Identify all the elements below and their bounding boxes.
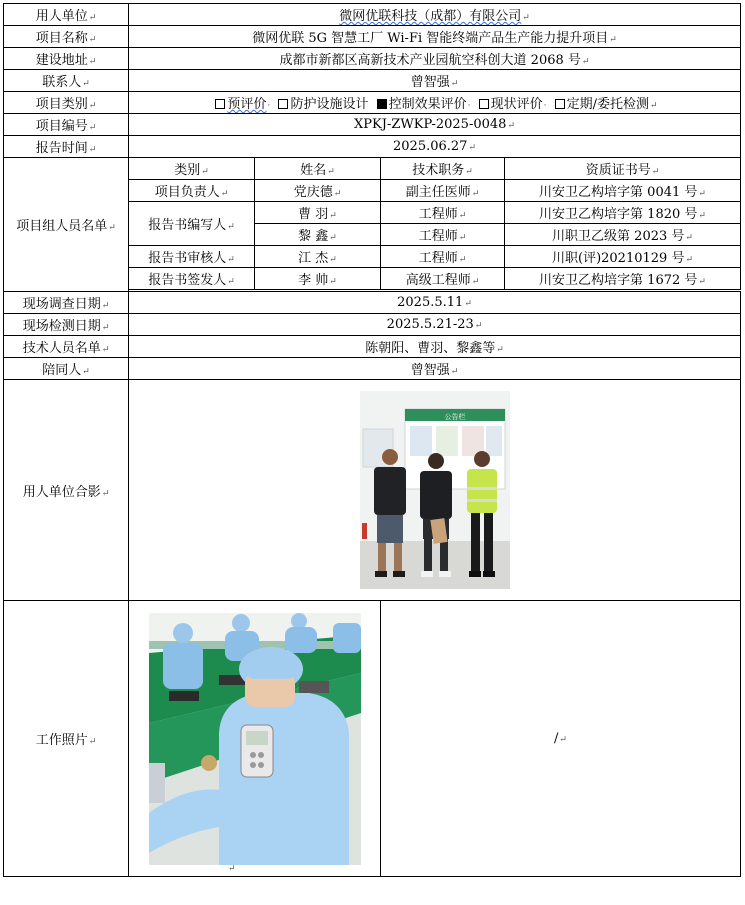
technicians-value: 陈朝阳、曹羽、黎鑫等↵: [129, 336, 741, 358]
member-name: 黎 鑫↵: [255, 224, 381, 246]
contact-value: 曾智强↵: [129, 70, 741, 92]
team-header-name: 姓名↵: [255, 158, 381, 180]
member-title: 工程师↵: [381, 246, 505, 268]
work-photo-empty-cell: /↵: [381, 601, 741, 877]
member-name: 江 杰↵: [255, 246, 381, 268]
test-date-value: 2025.5.21-23↵: [129, 314, 741, 336]
work-photo-image: [149, 613, 361, 865]
employer-value: 微网优联科技（成都）有限公司↵: [129, 4, 741, 26]
team-header-role: 类别↵: [129, 158, 255, 180]
checkbox-checked-icon: [377, 99, 387, 109]
member-role: 报告书编写人↵: [129, 202, 255, 246]
checkbox-icon: [555, 99, 565, 109]
address-value: 成都市新都区高新技术产业园航空科创大道 2068 号↵: [129, 48, 741, 70]
checkbox-icon: [479, 99, 489, 109]
group-photo-label: 用人单位合影↵: [4, 380, 129, 601]
member-name: 李 帅↵: [255, 268, 381, 290]
group-photo-image: [360, 391, 510, 589]
work-photo: [149, 613, 361, 865]
escort-value: 曾智强↵: [129, 358, 741, 380]
category-options: [129, 92, 741, 114]
work-photo-label: 工作照片↵: [4, 601, 129, 877]
category-option-pre: 预评价·: [211, 97, 270, 112]
member-cert: 川安卫乙构培字第 1820 号↵: [505, 202, 741, 224]
technicians-label: 技术人员名单↵: [4, 336, 129, 358]
category-label: 项目类别↵: [4, 92, 129, 114]
svg-text:公告栏: 公告栏: [444, 413, 465, 421]
member-cert: 川安卫乙构培字第 0041 号↵: [505, 180, 741, 202]
report-time-value: 2025.06.27↵: [129, 136, 741, 158]
report-time-label: 报告时间↵: [4, 136, 129, 158]
checkbox-icon: [278, 99, 288, 109]
member-cert: 川职卫乙级第 2023 号↵: [505, 224, 741, 246]
team-label: 项目组人员名单↵: [4, 158, 129, 292]
member-role: 报告书审核人↵: [129, 246, 255, 268]
member-name: 党庆德↵: [255, 180, 381, 202]
member-title: 副主任医师↵: [381, 180, 505, 202]
member-cert: 川安卫乙构培字第 1672 号↵: [505, 268, 741, 290]
work-photo-cell: ↵: [129, 601, 381, 877]
member-role: 报告书签发人↵: [129, 268, 255, 290]
category-option-design: 防护设施设计: [274, 97, 368, 112]
team-header-cert: 资质证书号↵: [505, 158, 741, 180]
category-option-periodic: 定期/委托检测↵: [551, 97, 658, 112]
survey-date-label: 现场调查日期↵: [4, 292, 129, 314]
group-photo: [360, 391, 510, 589]
category-option-control: 控制效果评价·: [373, 97, 471, 112]
team-header-title: 技术职务↵: [381, 158, 505, 180]
survey-date-value: 2025.5.11↵: [129, 292, 741, 314]
project-name-label: 项目名称↵: [4, 26, 129, 48]
project-name-value: 微网优联 5G 智慧工厂 Wi-Fi 智能终端产品生产能力提升项目↵: [129, 26, 741, 48]
member-cert: 川职(评)20210129 号↵: [505, 246, 741, 268]
member-title: 工程师↵: [381, 202, 505, 224]
member-name: 曹 羽↵: [255, 202, 381, 224]
test-date-label: 现场检测日期↵: [4, 314, 129, 336]
category-option-status: 现状评价·: [475, 97, 547, 112]
checkbox-icon: [215, 99, 225, 109]
contact-label: 联系人↵: [4, 70, 129, 92]
group-photo-cell: [129, 380, 741, 601]
escort-label: 陪同人↵: [4, 358, 129, 380]
report-cover-table: [3, 3, 740, 877]
member-title: 高级工程师↵: [381, 268, 505, 290]
address-label: 建设地址↵: [4, 48, 129, 70]
employer-label: 用人单位↵: [4, 4, 129, 26]
member-title: 工程师↵: [381, 224, 505, 246]
project-no-value: XPKJ-ZWKP-2025-0048↵: [129, 114, 741, 136]
project-no-label: 项目编号↵: [4, 114, 129, 136]
member-role: 项目负责人↵: [129, 180, 255, 202]
